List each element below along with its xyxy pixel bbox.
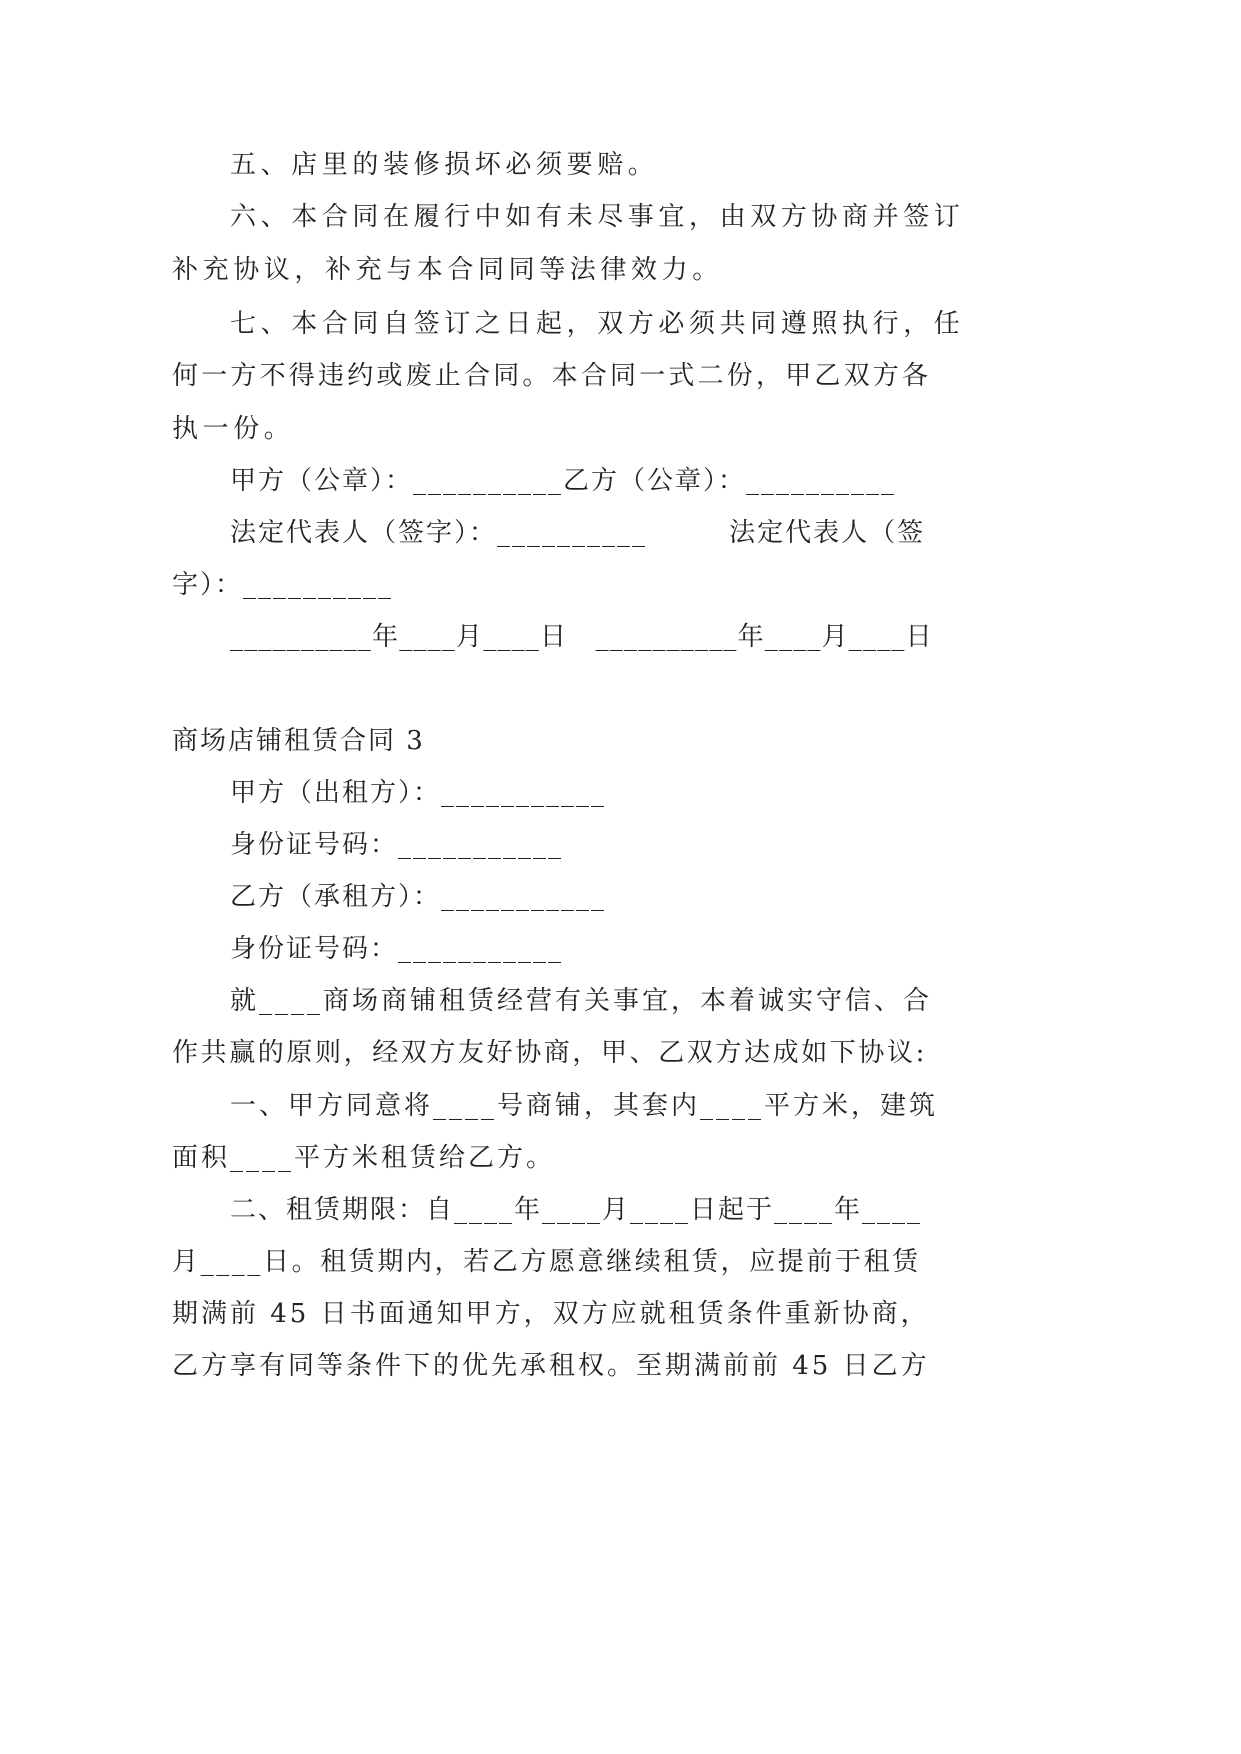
signature-rep-line: 法定代表人（签字）：__________ 法定代表人（签	[230, 518, 926, 548]
clause-7-cont: 何一方不得违约或废止合同。本合同一式二份，甲乙双方各	[172, 361, 932, 391]
signature-seal-line: 甲方（公章）：__________乙方（公章）：__________	[230, 466, 897, 496]
party-a-id-field: 身份证号码：___________	[230, 830, 564, 860]
clause-7-end: 执一份。	[172, 414, 295, 444]
clause-7: 七、本合同自签订之日起，双方必须共同遵照执行，任	[230, 309, 965, 339]
party-b-id-field: 身份证号码：___________	[230, 934, 564, 964]
clause-6: 六、本合同在履行中如有未尽事宜，由双方协商并签订	[230, 202, 965, 232]
clause-5: 五、店里的装修损坏必须要赔。	[230, 150, 659, 180]
signature-rep-cont: 字）：__________	[172, 570, 394, 600]
article-1: 一、甲方同意将____号商铺，其套内____平方米，建筑	[230, 1091, 939, 1121]
article-1-cont: 面积____平方米租赁给乙方。	[172, 1143, 556, 1173]
party-b-field: 乙方（承租方）：___________	[230, 882, 607, 912]
party-a-field: 甲方（出租方）：___________	[230, 778, 607, 808]
article-2-cont-3: 乙方享有同等条件下的优先承租权。至期满前前 45 日乙方	[172, 1351, 930, 1381]
article-2-cont-2: 期满前 45 日书面通知甲方，双方应就租赁条件重新协商，	[172, 1299, 930, 1329]
date-line: __________年____月____日 __________年____月____日	[230, 622, 933, 652]
article-2: 二、租赁期限：自____年____月____日起于____年____	[230, 1195, 923, 1225]
article-2-cont-1: 月____日。租赁期内，若乙方愿意继续租赁，应提前于租赁	[172, 1247, 921, 1277]
clause-6-cont: 补充协议，补充与本合同同等法律效力。	[172, 255, 723, 285]
preamble: 就____商场商铺租赁经营有关事宜，本着诚实守信、合	[230, 986, 933, 1016]
section-title: 商场店铺租赁合同 3	[172, 726, 425, 756]
preamble-cont: 作共赢的原则，经双方友好协商，甲、乙双方达成如下协议:	[172, 1038, 927, 1068]
